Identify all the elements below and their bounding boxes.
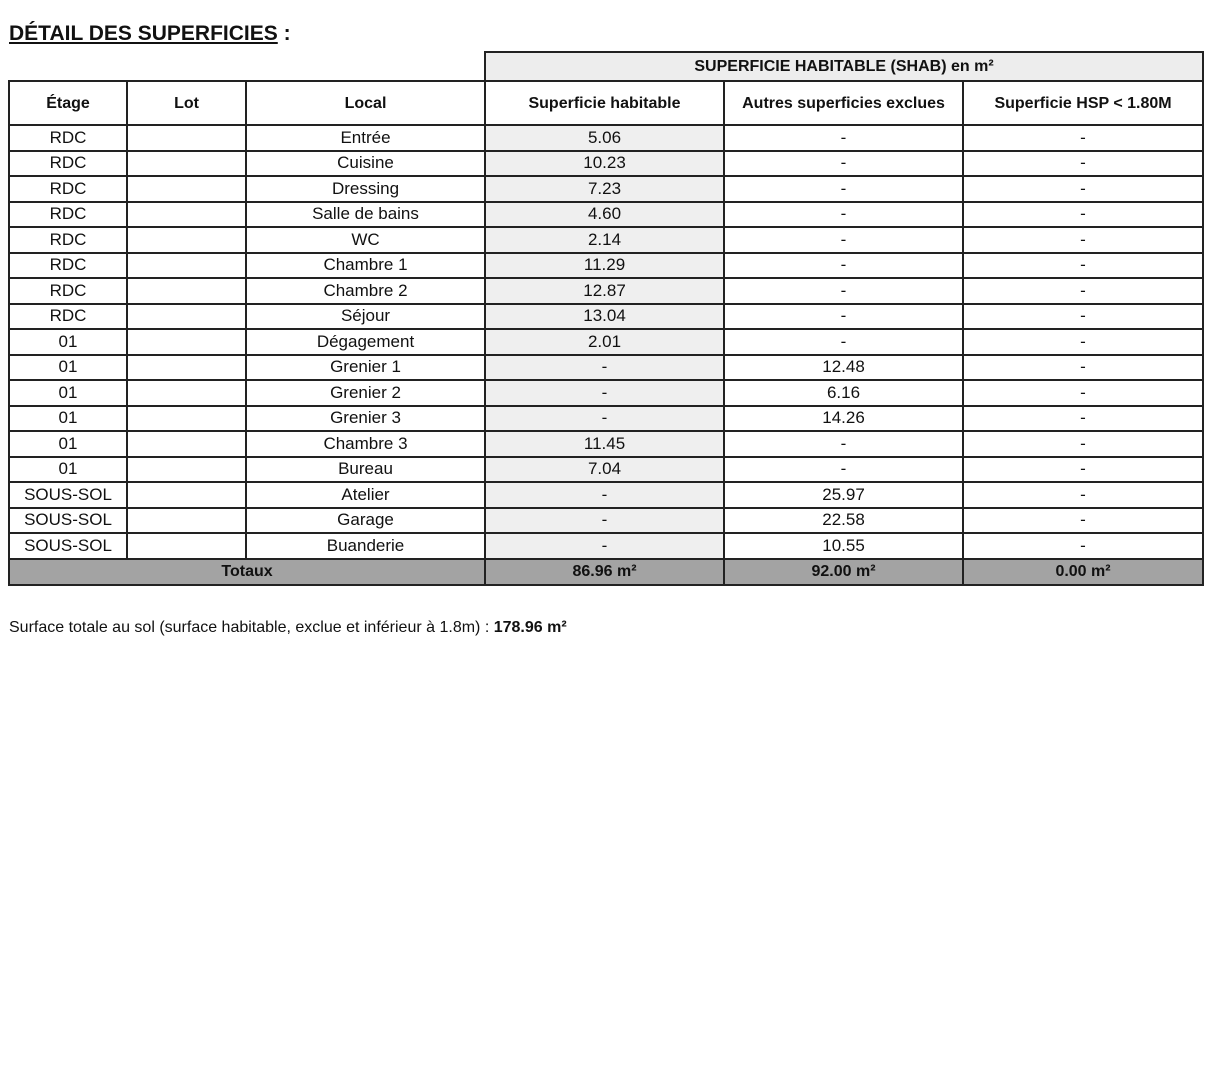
cell-habitable: 2.01 bbox=[485, 329, 724, 355]
table-row bbox=[9, 533, 1203, 559]
cell-hsp: - bbox=[963, 227, 1203, 253]
cell-lot bbox=[127, 304, 246, 330]
cell-etage: 01 bbox=[9, 406, 127, 432]
cell-local: Séjour bbox=[246, 304, 485, 330]
cell-local: Cuisine bbox=[246, 151, 485, 177]
cell-etage: 01 bbox=[9, 329, 127, 355]
table-row bbox=[9, 406, 1203, 432]
cell-habitable: 11.29 bbox=[485, 253, 724, 279]
cell-lot bbox=[127, 329, 246, 355]
cell-habitable: - bbox=[485, 380, 724, 406]
column-header-habitable: Superficie habitable bbox=[485, 81, 724, 125]
cell-exclues: 14.26 bbox=[724, 406, 963, 432]
cell-hsp: - bbox=[963, 406, 1203, 432]
areas-table bbox=[8, 51, 1204, 586]
cell-hsp: - bbox=[963, 355, 1203, 381]
totals-row bbox=[9, 559, 1203, 585]
cell-hsp: - bbox=[963, 125, 1203, 151]
total-habitable: 86.96 m² bbox=[485, 559, 724, 585]
cell-etage: RDC bbox=[9, 304, 127, 330]
cell-lot bbox=[127, 227, 246, 253]
cell-hsp: - bbox=[963, 482, 1203, 508]
cell-lot bbox=[127, 457, 246, 483]
table-body bbox=[9, 125, 1203, 559]
cell-etage: 01 bbox=[9, 355, 127, 381]
table-row bbox=[9, 253, 1203, 279]
cell-habitable: 7.04 bbox=[485, 457, 724, 483]
cell-lot bbox=[127, 176, 246, 202]
table-row bbox=[9, 151, 1203, 177]
page-title-text: DÉTAIL DES SUPERFICIES bbox=[9, 22, 278, 45]
cell-etage: SOUS-SOL bbox=[9, 533, 127, 559]
cell-habitable: 10.23 bbox=[485, 151, 724, 177]
table-row bbox=[9, 125, 1203, 151]
cell-local: Grenier 3 bbox=[246, 406, 485, 432]
cell-habitable: - bbox=[485, 533, 724, 559]
column-header-row bbox=[9, 81, 1203, 125]
cell-hsp: - bbox=[963, 457, 1203, 483]
cell-habitable: 11.45 bbox=[485, 431, 724, 457]
cell-local: Chambre 3 bbox=[246, 431, 485, 457]
table-row bbox=[9, 431, 1203, 457]
cell-exclues: 10.55 bbox=[724, 533, 963, 559]
cell-exclues: 22.58 bbox=[724, 508, 963, 534]
cell-hsp: - bbox=[963, 431, 1203, 457]
cell-local: Atelier bbox=[246, 482, 485, 508]
column-header-local: Local bbox=[246, 81, 485, 125]
footnote-value: 178.96 m² bbox=[493, 619, 567, 636]
cell-lot bbox=[127, 406, 246, 432]
cell-hsp: - bbox=[963, 176, 1203, 202]
group-header-spacer bbox=[9, 52, 485, 81]
cell-exclues: - bbox=[724, 151, 963, 177]
cell-lot bbox=[127, 253, 246, 279]
cell-etage: RDC bbox=[9, 125, 127, 151]
total-exclues: 92.00 m² bbox=[724, 559, 963, 585]
cell-habitable: 2.14 bbox=[485, 227, 724, 253]
cell-habitable: 4.60 bbox=[485, 202, 724, 228]
table-row bbox=[9, 508, 1203, 534]
table-row bbox=[9, 227, 1203, 253]
cell-habitable: 12.87 bbox=[485, 278, 724, 304]
cell-exclues: - bbox=[724, 278, 963, 304]
cell-etage: SOUS-SOL bbox=[9, 508, 127, 534]
cell-exclues: 6.16 bbox=[724, 380, 963, 406]
cell-local: Entrée bbox=[246, 125, 485, 151]
cell-habitable: 5.06 bbox=[485, 125, 724, 151]
page-title-suffix: : bbox=[277, 22, 291, 45]
footnote bbox=[9, 619, 567, 637]
cell-exclues: - bbox=[724, 253, 963, 279]
cell-lot bbox=[127, 380, 246, 406]
table-row bbox=[9, 176, 1203, 202]
totals-label: Totaux bbox=[9, 559, 485, 585]
table-row bbox=[9, 202, 1203, 228]
cell-exclues: - bbox=[724, 329, 963, 355]
cell-lot bbox=[127, 355, 246, 381]
cell-hsp: - bbox=[963, 533, 1203, 559]
cell-local: Grenier 2 bbox=[246, 380, 485, 406]
cell-etage: RDC bbox=[9, 227, 127, 253]
column-header-exclues: Autres superficies exclues bbox=[724, 81, 963, 125]
cell-exclues: - bbox=[724, 202, 963, 228]
column-header-hsp: Superficie HSP < 1.80M bbox=[963, 81, 1203, 125]
cell-local: Grenier 1 bbox=[246, 355, 485, 381]
cell-hsp: - bbox=[963, 380, 1203, 406]
cell-exclues: 25.97 bbox=[724, 482, 963, 508]
cell-habitable: - bbox=[485, 508, 724, 534]
cell-etage: RDC bbox=[9, 278, 127, 304]
table-row bbox=[9, 457, 1203, 483]
cell-hsp: - bbox=[963, 253, 1203, 279]
column-header-etage: Étage bbox=[9, 81, 127, 125]
group-header-row bbox=[9, 52, 1203, 81]
cell-lot bbox=[127, 202, 246, 228]
cell-local: WC bbox=[246, 227, 485, 253]
cell-local: Bureau bbox=[246, 457, 485, 483]
page-title bbox=[9, 22, 291, 46]
cell-hsp: - bbox=[963, 304, 1203, 330]
cell-local: Salle de bains bbox=[246, 202, 485, 228]
table-row bbox=[9, 278, 1203, 304]
cell-lot bbox=[127, 431, 246, 457]
cell-local: Dégagement bbox=[246, 329, 485, 355]
cell-habitable: - bbox=[485, 355, 724, 381]
cell-etage: RDC bbox=[9, 253, 127, 279]
total-hsp: 0.00 m² bbox=[963, 559, 1203, 585]
cell-etage: RDC bbox=[9, 151, 127, 177]
cell-hsp: - bbox=[963, 202, 1203, 228]
cell-hsp: - bbox=[963, 508, 1203, 534]
cell-exclues: - bbox=[724, 227, 963, 253]
cell-hsp: - bbox=[963, 151, 1203, 177]
cell-etage: RDC bbox=[9, 202, 127, 228]
cell-local: Chambre 1 bbox=[246, 253, 485, 279]
cell-local: Garage bbox=[246, 508, 485, 534]
cell-local: Dressing bbox=[246, 176, 485, 202]
cell-habitable: - bbox=[485, 482, 724, 508]
cell-exclues: - bbox=[724, 457, 963, 483]
cell-exclues: - bbox=[724, 176, 963, 202]
cell-etage: SOUS-SOL bbox=[9, 482, 127, 508]
cell-exclues: - bbox=[724, 304, 963, 330]
group-header: SUPERFICIE HABITABLE (SHAB) en m² bbox=[485, 52, 1203, 81]
cell-local: Buanderie bbox=[246, 533, 485, 559]
cell-etage: RDC bbox=[9, 176, 127, 202]
cell-hsp: - bbox=[963, 278, 1203, 304]
footnote-text: Surface totale au sol (surface habitable, exclue et inférieur à 1.8m) : bbox=[9, 619, 494, 636]
cell-lot bbox=[127, 533, 246, 559]
cell-etage: 01 bbox=[9, 380, 127, 406]
table-row bbox=[9, 304, 1203, 330]
cell-lot bbox=[127, 508, 246, 534]
table-row bbox=[9, 329, 1203, 355]
cell-lot bbox=[127, 151, 246, 177]
cell-exclues: - bbox=[724, 125, 963, 151]
table-row bbox=[9, 380, 1203, 406]
cell-exclues: 12.48 bbox=[724, 355, 963, 381]
cell-habitable: 7.23 bbox=[485, 176, 724, 202]
cell-exclues: - bbox=[724, 431, 963, 457]
table-row bbox=[9, 482, 1203, 508]
cell-local: Chambre 2 bbox=[246, 278, 485, 304]
cell-lot bbox=[127, 482, 246, 508]
table-row bbox=[9, 355, 1203, 381]
cell-etage: 01 bbox=[9, 457, 127, 483]
cell-habitable: - bbox=[485, 406, 724, 432]
cell-hsp: - bbox=[963, 329, 1203, 355]
cell-habitable: 13.04 bbox=[485, 304, 724, 330]
cell-lot bbox=[127, 125, 246, 151]
column-header-lot: Lot bbox=[127, 81, 246, 125]
cell-etage: 01 bbox=[9, 431, 127, 457]
cell-lot bbox=[127, 278, 246, 304]
